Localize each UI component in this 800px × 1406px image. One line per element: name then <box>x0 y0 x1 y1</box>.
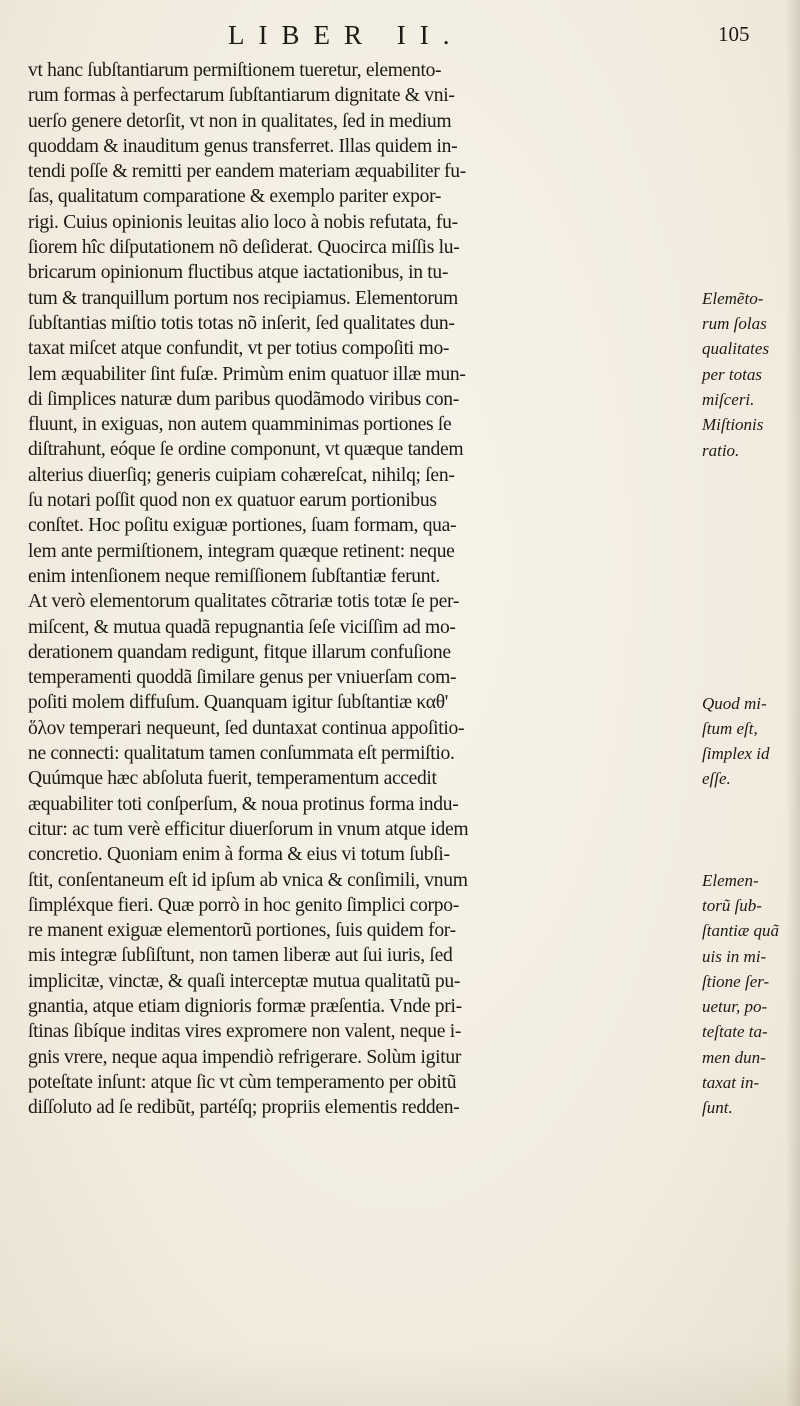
margin-note-line: qualitates <box>702 339 770 359</box>
margin-note-line: Quod mi- <box>702 693 767 713</box>
text-line: tum & tranquillum portum nos recipiamus. Elementorum <box>28 287 458 309</box>
text-line: gnis vrere, neque aqua impendiò refrigerare. Solùm igitur <box>28 1046 462 1068</box>
margin-note-line: Miſtionis <box>702 415 764 435</box>
text-line: diſſoluto ad ſe redibũt, partéſq; propriis elementis redden- <box>28 1097 460 1119</box>
text-line: fluunt, in exiguas, non autem quamminimas portiones ſe <box>28 414 452 436</box>
text-line: concretio. Quoniam enim à forma & eius vi totum ſubſi- <box>28 844 450 866</box>
margin-note-line: ſimplex id <box>702 744 770 764</box>
text-line: citur: ac tum verè efficitur diuerſorum in vnum atque idem <box>28 818 469 840</box>
text-line: ſtinas ſibíque inditas vires expromere non valent, neque i- <box>28 1021 462 1043</box>
text-line: implicitæ, vinctæ, & quaſi interceptæ mutua qualitatũ pu- <box>28 970 461 992</box>
page-header <box>0 16 800 56</box>
text-line: bricarum opinionum fluctibus atque iactationibus, in tu- <box>28 262 449 284</box>
margin-note-line: Elemen- <box>702 870 759 890</box>
margin-note-line: Elemẽto- <box>702 288 764 308</box>
margin-note-line: ſtione ſer- <box>702 971 770 991</box>
text-line: rum formas à perfectarum ſubſtantiarum dignitate & vni- <box>28 85 455 107</box>
margin-note-line: taxat in- <box>702 1073 760 1092</box>
text-line: tendi poſſe & remitti per eandem materiam æquabiliter fu- <box>28 161 466 183</box>
margin-note-line: ſunt. <box>702 1098 733 1118</box>
text-line: ſtit, conſentaneum eſt id ipſum ab vnica & conſimili, vnum <box>28 869 468 891</box>
text-line: di ſimplices naturæ dum paribus quodãmodo viribus con- <box>28 388 459 410</box>
text-line: alterius diuerſiq; generis cuipiam cohæreſcat, nihilq; ſen- <box>28 464 455 486</box>
page-bottom-shade <box>0 1346 800 1406</box>
margin-note-line: uis in mi- <box>702 946 767 966</box>
page-number: 105 <box>718 22 750 46</box>
page-edge-shadow <box>786 0 800 1406</box>
text-line: gnantia, atque etiam dignioris formæ præſentia. Vnde pri- <box>28 995 462 1017</box>
text-line: uerſo genere detorſit, vt non in qualitates, ſed in medium <box>28 110 452 132</box>
text-line: derationem quandam redigunt, fitque illarum confuſione <box>28 641 451 663</box>
margin-note-line: miſceri. <box>702 389 755 409</box>
text-line: ſiorem hîc diſputationem nõ deſiderat. Quocirca miſſis lu- <box>28 237 460 259</box>
margin-note-line: ſtum eſt, <box>702 718 758 738</box>
text-line: rigi. Cuius opinionis leuitas alio loco à nobis refutata, fu- <box>28 211 458 233</box>
text-line: poteſtate inſunt: atque ſic vt cùm temperamento per obitũ <box>28 1071 457 1093</box>
main-text-column <box>28 58 718 1120</box>
text-line: re manent exiguæ elementorũ portiones, ſuis quidem for- <box>28 920 456 942</box>
margin-note-line: men dun- <box>702 1047 766 1067</box>
margin-note-line: rum ſolas <box>702 314 767 333</box>
text-line: poſiti molem diffuſum. Quanquam igitur ſubſtantiæ καθ' <box>28 692 448 714</box>
text-line: At verò elementorum qualitates cõtrariæ totis totæ ſe per- <box>28 591 460 613</box>
margin-note-line: teſtate ta- <box>702 1022 768 1042</box>
text-line: lem ante permiſtionem, integram quæque retinent: neque <box>28 540 455 562</box>
text-line: ſu notari poſſit quod non ex quatuor earum portionibus <box>28 490 437 512</box>
text-line: æquabiliter toti conſperſum, & noua protinus forma indu- <box>28 793 459 815</box>
text-line: ſimpléxque fieri. Quæ porrò in hoc genito ſimplici corpo- <box>28 894 459 916</box>
text-line: ne connecti: qualitatum tamen conſummata eſt permiſtio. <box>28 743 455 765</box>
margin-note-line: ratio. <box>702 440 740 460</box>
text-line: Quúmque hæc abſoluta fuerit, temperamentum accedit <box>28 768 437 790</box>
text-line: ὅλον temperari nequeunt, ſed duntaxat continua appoſitio- <box>28 717 465 739</box>
text-line: diſtrahunt, eóque ſe ordine componunt, vt quæque tandem <box>28 439 464 461</box>
text-line: quoddam & inauditum genus transferret. Illas quidem in- <box>28 135 458 157</box>
text-line: temperamenti quoddã ſimilare genus per vniuerſam com- <box>28 667 457 689</box>
text-line: ſubſtantias miſtio totis totas nõ inſerit, ſed qualitates dun- <box>28 312 455 334</box>
text-line: vt hanc ſubſtantiarum permiſtionem tueretur, elemento- <box>28 60 442 81</box>
margin-note-line: eſſe. <box>702 769 731 789</box>
text-line: conſtet. Hoc poſitu exiguæ portiones, ſuam formam, qua- <box>28 515 457 537</box>
text-line: enim intenſionem neque remiſſionem ſubſtantiæ ferunt. <box>28 565 440 587</box>
text-line: miſcent, & mutua quadã repugnantia ſeſe viciſſim ad mo- <box>28 616 456 638</box>
text-line: taxat miſcet atque confundit, vt per totius compoſiti mo- <box>28 338 450 360</box>
margin-note-line: ſtantiæ quã <box>702 921 779 941</box>
running-head: LIBER II. <box>228 20 464 50</box>
margin-note-line: per totas <box>702 364 762 384</box>
text-line: lem æquabiliter ſint fuſæ. Primùm enim quatuor illæ mun- <box>28 363 466 385</box>
text-line: mis integræ ſubſiſtunt, non tamen liberæ aut ſui iuris, ſed <box>28 945 453 967</box>
margin-note-line: uetur, po- <box>702 997 768 1017</box>
text-line: ſas, qualitatum comparatione & exemplo pariter expor- <box>28 186 442 208</box>
margin-note-line: torũ ſub- <box>702 895 762 915</box>
